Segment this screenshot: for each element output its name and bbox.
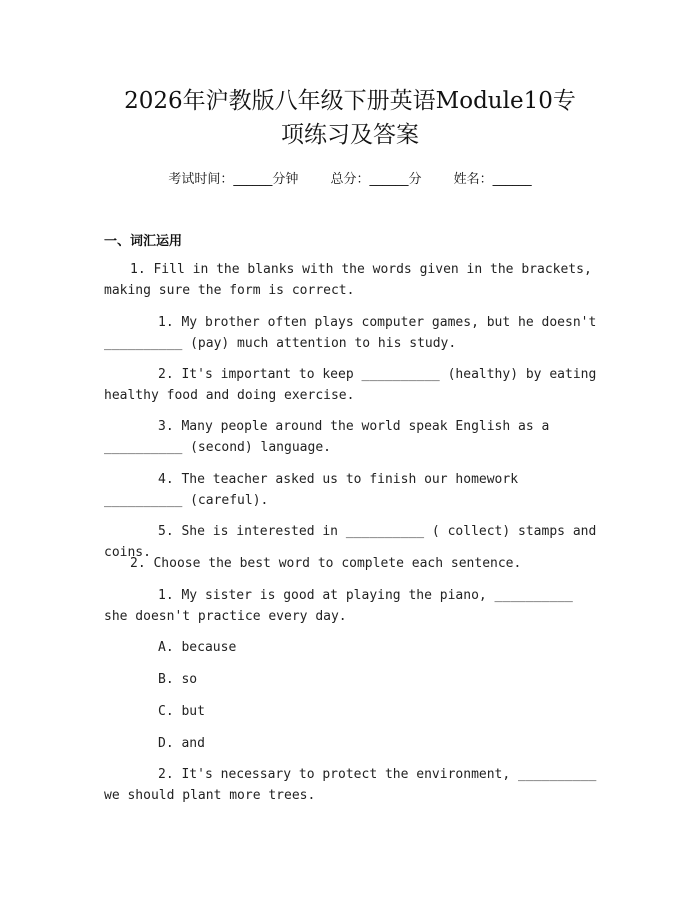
question-1-instruction: 1. Fill in the blanks with the words given in the brackets, making sure the form is correct. — [104, 262, 592, 298]
question-1-item-5: 5. She is interested in __________ ( collect) stamps and coins. — [104, 524, 597, 560]
option-c: C. but — [158, 704, 205, 719]
question-1-item-4: 4. The teacher asked us to finish our homework __________ (careful). — [104, 472, 519, 508]
title-line-1: 2026年沪教版八年级下册英语Module10专 — [124, 88, 576, 114]
total-score: 总分：______分 — [330, 172, 422, 187]
option-a: A. because — [158, 640, 237, 655]
title-line-2: 项练习及答案 — [281, 122, 419, 148]
exam-time: 考试时间：______分钟 — [168, 172, 299, 187]
student-name: 姓名：______ — [453, 172, 532, 187]
option-b: B. so — [158, 672, 198, 687]
question-2-instruction: 2. Choose the best word to complete each sentence. — [130, 556, 522, 571]
section-heading: 一、词汇运用 — [104, 234, 183, 249]
question-1-item-2: 2. It's important to keep __________ (healthy) by eating healthy food and doing exercise. — [104, 367, 597, 403]
document-title — [60, 84, 640, 152]
question-2-item-2: 2. It's necessary to protect the environment, __________ we should plant more trees. — [104, 767, 597, 803]
exam-meta — [0, 168, 700, 187]
question-1-item-1: 1. My brother often plays computer games, but he doesn't __________ (pay) much attention to his study. — [104, 315, 597, 351]
question-2-item-1: 1. My sister is good at playing the piano, __________ she doesn't practice every day. — [104, 588, 573, 624]
question-1-item-3: 3. Many people around the world speak English as a __________ (second) language. — [104, 419, 550, 455]
option-d: D. and — [158, 736, 205, 751]
